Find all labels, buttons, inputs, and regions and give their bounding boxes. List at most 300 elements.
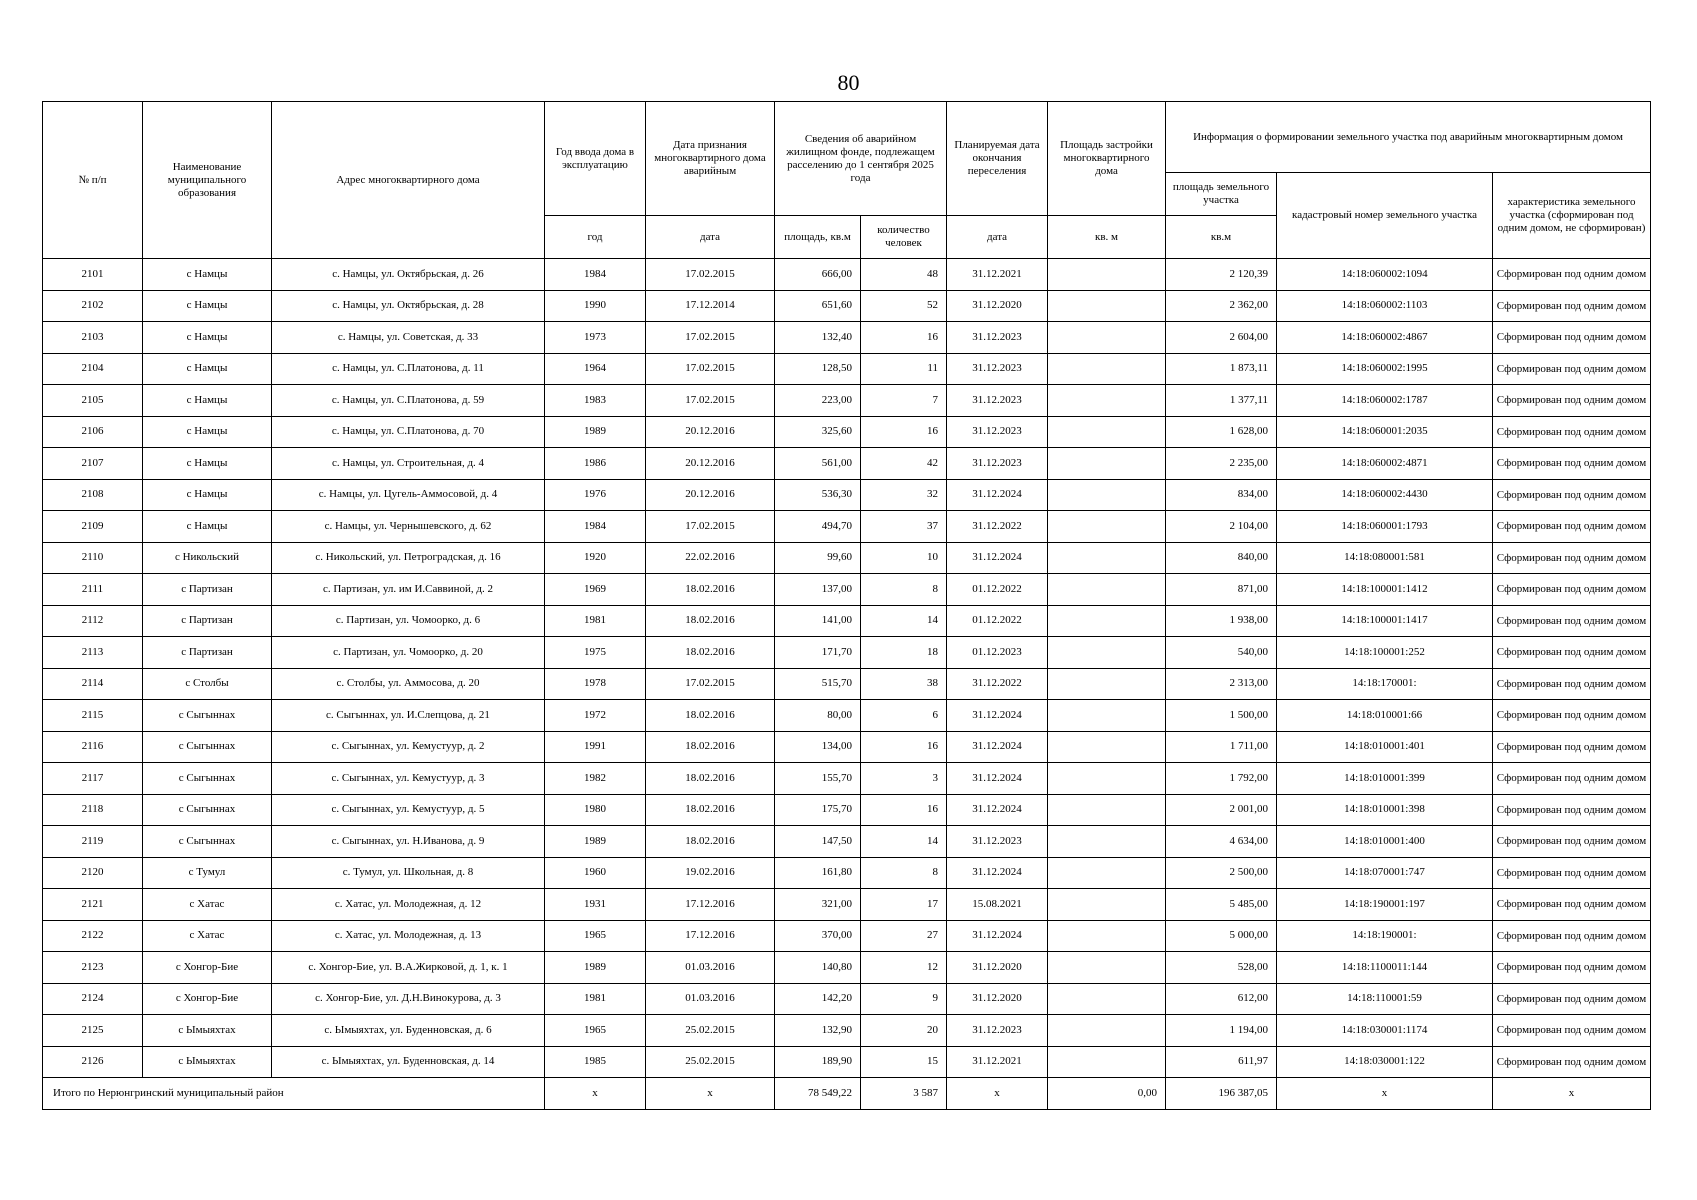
municipality-cell: с Ымыяхтах: [143, 1046, 272, 1078]
people-count-cell: 12: [861, 952, 947, 984]
people-count-cell: 14: [861, 826, 947, 858]
table-row: [43, 290, 1651, 322]
recognized-date-cell: 18.02.2016: [646, 794, 775, 826]
year-cell: 1972: [545, 700, 646, 732]
building-area-cell: [1048, 700, 1166, 732]
land-area-cell: 1 628,00: [1166, 416, 1277, 448]
unit-area: площадь, кв.м: [775, 216, 861, 259]
emergency-housing-table: [42, 101, 1651, 1110]
address-cell: с. Намцы, ул. Октябрьская, д. 26: [272, 259, 545, 291]
land-area-cell: 1 938,00: [1166, 605, 1277, 637]
page-number: 80: [837, 70, 860, 95]
people-count-cell: 38: [861, 668, 947, 700]
people-count-cell: 18: [861, 637, 947, 669]
building-area-cell: [1048, 1015, 1166, 1047]
people-count-cell: 16: [861, 794, 947, 826]
area-cell: 189,90: [775, 1046, 861, 1078]
land-area-cell: 5 485,00: [1166, 889, 1277, 921]
table-row: [43, 731, 1651, 763]
municipality-cell: с Хонгор-Бие: [143, 952, 272, 984]
land-area-cell: 871,00: [1166, 574, 1277, 606]
cadastral-number-cell: 14:18:170001:: [1277, 668, 1493, 700]
year-cell: 1989: [545, 416, 646, 448]
year-cell: 1981: [545, 983, 646, 1015]
recognized-date-cell: 17.02.2015: [646, 511, 775, 543]
address-cell: с. Хатас, ул. Молодежная, д. 13: [272, 920, 545, 952]
address-cell: с. Сыгыннах, ул. Н.Иванова, д. 9: [272, 826, 545, 858]
area-cell: 155,70: [775, 763, 861, 795]
planned-end-cell: 31.12.2022: [947, 668, 1048, 700]
land-characteristic-cell: Сформирован под одним домом: [1493, 920, 1651, 952]
planned-end-cell: 31.12.2024: [947, 857, 1048, 889]
area-cell: 128,50: [775, 353, 861, 385]
people-count-cell: 20: [861, 1015, 947, 1047]
header-planned-end: Планируемая дата окончания переселения: [947, 102, 1048, 216]
planned-end-cell: 15.08.2021: [947, 889, 1048, 921]
unit-building-sqm: кв. м: [1048, 216, 1166, 259]
cadastral-number-cell: 14:18:060001:2035: [1277, 416, 1493, 448]
cadastral-number-cell: 14:18:010001:401: [1277, 731, 1493, 763]
row-number: 2110: [43, 542, 143, 574]
building-area-cell: [1048, 511, 1166, 543]
table-row: [43, 416, 1651, 448]
building-area-cell: [1048, 826, 1166, 858]
land-area-cell: 611,97: [1166, 1046, 1277, 1078]
municipality-cell: с Хонгор-Бие: [143, 983, 272, 1015]
header-address: Адрес многоквартирного дома: [272, 102, 545, 259]
row-number: 2124: [43, 983, 143, 1015]
cadastral-number-cell: 14:18:060002:4430: [1277, 479, 1493, 511]
planned-end-cell: 31.12.2023: [947, 385, 1048, 417]
area-cell: 142,20: [775, 983, 861, 1015]
recognized-date-cell: 17.02.2015: [646, 259, 775, 291]
row-number: 2106: [43, 416, 143, 448]
planned-end-cell: 31.12.2023: [947, 826, 1048, 858]
land-area-cell: 1 377,11: [1166, 385, 1277, 417]
area-cell: 666,00: [775, 259, 861, 291]
address-cell: с. Никольский, ул. Петроградская, д. 16: [272, 542, 545, 574]
year-cell: 1980: [545, 794, 646, 826]
building-area-cell: [1048, 731, 1166, 763]
land-characteristic-cell: Сформирован под одним домом: [1493, 416, 1651, 448]
year-cell: 1976: [545, 479, 646, 511]
land-characteristic-cell: Сформирован под одним домом: [1493, 889, 1651, 921]
year-cell: 1984: [545, 259, 646, 291]
recognized-date-cell: 17.02.2015: [646, 385, 775, 417]
table-row: [43, 700, 1651, 732]
year-cell: 1989: [545, 826, 646, 858]
building-area-cell: [1048, 952, 1166, 984]
year-cell: 1978: [545, 668, 646, 700]
people-count-cell: 11: [861, 353, 947, 385]
cadastral-number-cell: 14:18:030001:122: [1277, 1046, 1493, 1078]
land-area-cell: 540,00: [1166, 637, 1277, 669]
header-municipality: Наименование муниципального образования: [143, 102, 272, 259]
municipality-cell: с Столбы: [143, 668, 272, 700]
area-cell: 161,80: [775, 857, 861, 889]
cadastral-number-cell: 14:18:010001:398: [1277, 794, 1493, 826]
cadastral-number-cell: 14:18:080001:581: [1277, 542, 1493, 574]
total-people: 3 587: [861, 1078, 947, 1110]
address-cell: с. Сыгыннах, ул. И.Слепцова, д. 21: [272, 700, 545, 732]
cadastral-number-cell: 14:18:1100011:144: [1277, 952, 1493, 984]
table-row: [43, 794, 1651, 826]
total-label: Итого по Нерюнгринский муниципальный район: [43, 1078, 545, 1110]
planned-end-cell: 31.12.2024: [947, 731, 1048, 763]
row-number: 2105: [43, 385, 143, 417]
year-cell: 1989: [545, 952, 646, 984]
address-cell: с. Намцы, ул. Советская, д. 33: [272, 322, 545, 354]
building-area-cell: [1048, 448, 1166, 480]
row-number: 2117: [43, 763, 143, 795]
recognized-date-cell: 17.02.2015: [646, 322, 775, 354]
total-year: x: [545, 1078, 646, 1110]
unit-year: год: [545, 216, 646, 259]
planned-end-cell: 31.12.2020: [947, 290, 1048, 322]
cadastral-number-cell: 14:18:100001:1417: [1277, 605, 1493, 637]
land-area-cell: 1 711,00: [1166, 731, 1277, 763]
municipality-cell: с Хатас: [143, 889, 272, 921]
building-area-cell: [1048, 1046, 1166, 1078]
land-area-cell: 4 634,00: [1166, 826, 1277, 858]
cadastral-number-cell: 14:18:060002:4867: [1277, 322, 1493, 354]
cadastral-number-cell: 14:18:060001:1793: [1277, 511, 1493, 543]
building-area-cell: [1048, 385, 1166, 417]
planned-end-cell: 31.12.2020: [947, 952, 1048, 984]
table-row: [43, 511, 1651, 543]
planned-end-cell: 01.12.2022: [947, 574, 1048, 606]
municipality-cell: с Намцы: [143, 353, 272, 385]
recognized-date-cell: 20.12.2016: [646, 448, 775, 480]
address-cell: с. Намцы, ул. Строительная, д. 4: [272, 448, 545, 480]
people-count-cell: 6: [861, 700, 947, 732]
people-count-cell: 16: [861, 416, 947, 448]
table-row: [43, 668, 1651, 700]
land-characteristic-cell: Сформирован под одним домом: [1493, 574, 1651, 606]
row-number: 2109: [43, 511, 143, 543]
year-cell: 1985: [545, 1046, 646, 1078]
land-area-cell: 1 500,00: [1166, 700, 1277, 732]
planned-end-cell: 31.12.2023: [947, 322, 1048, 354]
people-count-cell: 32: [861, 479, 947, 511]
people-count-cell: 9: [861, 983, 947, 1015]
municipality-cell: с Намцы: [143, 259, 272, 291]
table-row: [43, 1015, 1651, 1047]
area-cell: 140,80: [775, 952, 861, 984]
area-cell: 132,40: [775, 322, 861, 354]
address-cell: с. Партизан, ул. им И.Саввиной, д. 2: [272, 574, 545, 606]
row-number: 2116: [43, 731, 143, 763]
year-cell: 1975: [545, 637, 646, 669]
planned-end-cell: 31.12.2021: [947, 1046, 1048, 1078]
recognized-date-cell: 18.02.2016: [646, 700, 775, 732]
cadastral-number-cell: 14:18:060002:1094: [1277, 259, 1493, 291]
area-cell: 132,90: [775, 1015, 861, 1047]
land-area-cell: 2 313,00: [1166, 668, 1277, 700]
recognized-date-cell: 25.02.2015: [646, 1046, 775, 1078]
table-row: [43, 889, 1651, 921]
planned-end-cell: 31.12.2020: [947, 983, 1048, 1015]
land-characteristic-cell: Сформирован под одним домом: [1493, 259, 1651, 291]
people-count-cell: 42: [861, 448, 947, 480]
municipality-cell: с Партизан: [143, 637, 272, 669]
header-cadastral: кадастровый номер земельного участка: [1277, 173, 1493, 259]
building-area-cell: [1048, 574, 1166, 606]
table-row: [43, 479, 1651, 511]
planned-end-cell: 31.12.2024: [947, 794, 1048, 826]
municipality-cell: с Сыгыннах: [143, 731, 272, 763]
land-characteristic-cell: Сформирован под одним домом: [1493, 731, 1651, 763]
cadastral-number-cell: 14:18:070001:747: [1277, 857, 1493, 889]
building-area-cell: [1048, 668, 1166, 700]
table-row: [43, 952, 1651, 984]
address-cell: с. Партизан, ул. Чомоорко, д. 20: [272, 637, 545, 669]
municipality-cell: с Намцы: [143, 290, 272, 322]
land-area-cell: 2 001,00: [1166, 794, 1277, 826]
row-number: 2113: [43, 637, 143, 669]
area-cell: 80,00: [775, 700, 861, 732]
planned-end-cell: 01.12.2023: [947, 637, 1048, 669]
unit-date-end: дата: [947, 216, 1048, 259]
cadastral-number-cell: 14:18:100001:1412: [1277, 574, 1493, 606]
recognized-date-cell: 17.02.2015: [646, 668, 775, 700]
table-row: [43, 983, 1651, 1015]
planned-end-cell: 31.12.2024: [947, 700, 1048, 732]
municipality-cell: с Сыгыннах: [143, 763, 272, 795]
cadastral-number-cell: 14:18:010001:399: [1277, 763, 1493, 795]
area-cell: 494,70: [775, 511, 861, 543]
total-area: 78 549,22: [775, 1078, 861, 1110]
recognized-date-cell: 18.02.2016: [646, 826, 775, 858]
building-area-cell: [1048, 322, 1166, 354]
row-number: 2126: [43, 1046, 143, 1078]
row-number: 2103: [43, 322, 143, 354]
row-number: 2120: [43, 857, 143, 889]
row-number: 2108: [43, 479, 143, 511]
cadastral-number-cell: 14:18:110001:59: [1277, 983, 1493, 1015]
recognized-date-cell: 18.02.2016: [646, 605, 775, 637]
area-cell: 134,00: [775, 731, 861, 763]
recognized-date-cell: 19.02.2016: [646, 857, 775, 889]
table-row: [43, 605, 1651, 637]
land-characteristic-cell: Сформирован под одним домом: [1493, 826, 1651, 858]
table-row: [43, 574, 1651, 606]
address-cell: с. Ымыяхтах, ул. Буденновская, д. 14: [272, 1046, 545, 1078]
people-count-cell: 16: [861, 731, 947, 763]
building-area-cell: [1048, 889, 1166, 921]
total-date: x: [646, 1078, 775, 1110]
table-body: [43, 259, 1651, 1110]
year-cell: 1990: [545, 290, 646, 322]
table-row: [43, 920, 1651, 952]
building-area-cell: [1048, 479, 1166, 511]
row-number: 2107: [43, 448, 143, 480]
unit-land-sqm: кв.м: [1166, 216, 1277, 259]
address-cell: с. Хатас, ул. Молодежная, д. 12: [272, 889, 545, 921]
recognized-date-cell: 18.02.2016: [646, 763, 775, 795]
land-characteristic-cell: Сформирован под одним домом: [1493, 542, 1651, 574]
land-area-cell: 2 500,00: [1166, 857, 1277, 889]
recognized-date-cell: 22.02.2016: [646, 542, 775, 574]
people-count-cell: 17: [861, 889, 947, 921]
address-cell: с. Намцы, ул. Октябрьская, д. 28: [272, 290, 545, 322]
land-characteristic-cell: Сформирован под одним домом: [1493, 511, 1651, 543]
area-cell: 651,60: [775, 290, 861, 322]
header-date-recognized: Дата признания многоквартирного дома аварийным: [646, 102, 775, 216]
table-row: [43, 637, 1651, 669]
area-cell: 515,70: [775, 668, 861, 700]
planned-end-cell: 31.12.2021: [947, 259, 1048, 291]
recognized-date-cell: 18.02.2016: [646, 637, 775, 669]
total-land-area: 196 387,05: [1166, 1078, 1277, 1110]
people-count-cell: 14: [861, 605, 947, 637]
area-cell: 561,00: [775, 448, 861, 480]
year-cell: 1965: [545, 920, 646, 952]
land-characteristic-cell: Сформирован под одним домом: [1493, 637, 1651, 669]
people-count-cell: 52: [861, 290, 947, 322]
land-area-cell: 2 235,00: [1166, 448, 1277, 480]
land-characteristic-cell: Сформирован под одним домом: [1493, 1015, 1651, 1047]
municipality-cell: с Тумул: [143, 857, 272, 889]
header-emergency-fund: Сведения об аварийном жилищном фонде, подлежащем расселению до 1 сентября 2025 года: [775, 102, 947, 216]
planned-end-cell: 31.12.2023: [947, 416, 1048, 448]
table-row: [43, 763, 1651, 795]
building-area-cell: [1048, 920, 1166, 952]
cadastral-number-cell: 14:18:060002:4871: [1277, 448, 1493, 480]
land-characteristic-cell: Сформирован под одним домом: [1493, 290, 1651, 322]
municipality-cell: с Сыгыннах: [143, 826, 272, 858]
municipality-cell: с Сыгыннах: [143, 700, 272, 732]
unit-people: количество человек: [861, 216, 947, 259]
area-cell: 325,60: [775, 416, 861, 448]
building-area-cell: [1048, 290, 1166, 322]
land-area-cell: 1 873,11: [1166, 353, 1277, 385]
land-area-cell: 528,00: [1166, 952, 1277, 984]
planned-end-cell: 31.12.2024: [947, 763, 1048, 795]
header-building-area: Площадь застройки многоквартирного дома: [1048, 102, 1166, 216]
cadastral-number-cell: 14:18:030001:1174: [1277, 1015, 1493, 1047]
land-characteristic-cell: Сформирован под одним домом: [1493, 700, 1651, 732]
row-number: 2111: [43, 574, 143, 606]
year-cell: 1931: [545, 889, 646, 921]
year-cell: 1969: [545, 574, 646, 606]
municipality-cell: с Сыгыннах: [143, 794, 272, 826]
cadastral-number-cell: 14:18:010001:400: [1277, 826, 1493, 858]
recognized-date-cell: 25.02.2015: [646, 1015, 775, 1047]
recognized-date-cell: 18.02.2016: [646, 574, 775, 606]
area-cell: 370,00: [775, 920, 861, 952]
row-number: 2118: [43, 794, 143, 826]
land-characteristic-cell: Сформирован под одним домом: [1493, 448, 1651, 480]
year-cell: 1984: [545, 511, 646, 543]
people-count-cell: 27: [861, 920, 947, 952]
land-characteristic-cell: Сформирован под одним домом: [1493, 322, 1651, 354]
table-row: [43, 542, 1651, 574]
address-cell: с. Намцы, ул. Цугель-Аммосовой, д. 4: [272, 479, 545, 511]
land-characteristic-cell: Сформирован под одним домом: [1493, 668, 1651, 700]
row-number: 2115: [43, 700, 143, 732]
address-cell: с. Намцы, ул. С.Платонова, д. 70: [272, 416, 545, 448]
table-row: [43, 322, 1651, 354]
building-area-cell: [1048, 637, 1166, 669]
row-number: 2101: [43, 259, 143, 291]
land-area-cell: 1 792,00: [1166, 763, 1277, 795]
cadastral-number-cell: 14:18:060002:1995: [1277, 353, 1493, 385]
land-characteristic-cell: Сформирован под одним домом: [1493, 952, 1651, 984]
planned-end-cell: 31.12.2024: [947, 542, 1048, 574]
cadastral-number-cell: 14:18:100001:252: [1277, 637, 1493, 669]
header-land-area: площадь земельного участка: [1166, 173, 1277, 216]
building-area-cell: [1048, 259, 1166, 291]
area-cell: 223,00: [775, 385, 861, 417]
row-number: 2121: [43, 889, 143, 921]
header-land-info: Информация о формировании земельного участка под аварийным многоквартирным домом: [1166, 102, 1651, 173]
land-characteristic-cell: Сформирован под одним домом: [1493, 605, 1651, 637]
area-cell: 321,00: [775, 889, 861, 921]
planned-end-cell: 31.12.2023: [947, 448, 1048, 480]
land-area-cell: 834,00: [1166, 479, 1277, 511]
address-cell: с. Сыгыннах, ул. Кемустуур, д. 3: [272, 763, 545, 795]
year-cell: 1973: [545, 322, 646, 354]
land-characteristic-cell: Сформирован под одним домом: [1493, 857, 1651, 889]
year-cell: 1920: [545, 542, 646, 574]
total-building-area: 0,00: [1048, 1078, 1166, 1110]
land-area-cell: 840,00: [1166, 542, 1277, 574]
year-cell: 1982: [545, 763, 646, 795]
planned-end-cell: 31.12.2023: [947, 1015, 1048, 1047]
row-number: 2104: [43, 353, 143, 385]
people-count-cell: 7: [861, 385, 947, 417]
address-cell: с. Намцы, ул. С.Платонова, д. 11: [272, 353, 545, 385]
address-cell: с. Сыгыннах, ул. Кемустуур, д. 2: [272, 731, 545, 763]
land-area-cell: 2 604,00: [1166, 322, 1277, 354]
address-cell: с. Хонгор-Бие, ул. Д.Н.Винокурова, д. 3: [272, 983, 545, 1015]
planned-end-cell: 31.12.2023: [947, 353, 1048, 385]
recognized-date-cell: 01.03.2016: [646, 952, 775, 984]
year-cell: 1981: [545, 605, 646, 637]
recognized-date-cell: 20.12.2016: [646, 479, 775, 511]
land-characteristic-cell: Сформирован под одним домом: [1493, 353, 1651, 385]
address-cell: с. Хонгор-Бие, ул. В.А.Жирковой, д. 1, к. 1: [272, 952, 545, 984]
cadastral-number-cell: 14:18:190001:: [1277, 920, 1493, 952]
address-cell: с. Партизан, ул. Чомоорко, д. 6: [272, 605, 545, 637]
land-area-cell: 2 120,39: [1166, 259, 1277, 291]
row-number: 2102: [43, 290, 143, 322]
year-cell: 1965: [545, 1015, 646, 1047]
area-cell: 171,70: [775, 637, 861, 669]
year-cell: 1986: [545, 448, 646, 480]
municipality-cell: с Никольский: [143, 542, 272, 574]
table-row: [43, 353, 1651, 385]
people-count-cell: 3: [861, 763, 947, 795]
recognized-date-cell: 17.12.2016: [646, 889, 775, 921]
building-area-cell: [1048, 542, 1166, 574]
people-count-cell: 16: [861, 322, 947, 354]
people-count-cell: 48: [861, 259, 947, 291]
cadastral-number-cell: 14:18:060002:1103: [1277, 290, 1493, 322]
people-count-cell: 37: [861, 511, 947, 543]
header-land-char: характеристика земельного участка (сформирован под одним домом, не сформирован): [1493, 173, 1651, 259]
building-area-cell: [1048, 605, 1166, 637]
header-num: № п/п: [43, 102, 143, 259]
address-cell: с. Тумул, ул. Школьная, д. 8: [272, 857, 545, 889]
area-cell: 175,70: [775, 794, 861, 826]
building-area-cell: [1048, 416, 1166, 448]
recognized-date-cell: 20.12.2016: [646, 416, 775, 448]
recognized-date-cell: 17.02.2015: [646, 353, 775, 385]
address-cell: с. Столбы, ул. Аммосова, д. 20: [272, 668, 545, 700]
municipality-cell: с Ымыяхтах: [143, 1015, 272, 1047]
